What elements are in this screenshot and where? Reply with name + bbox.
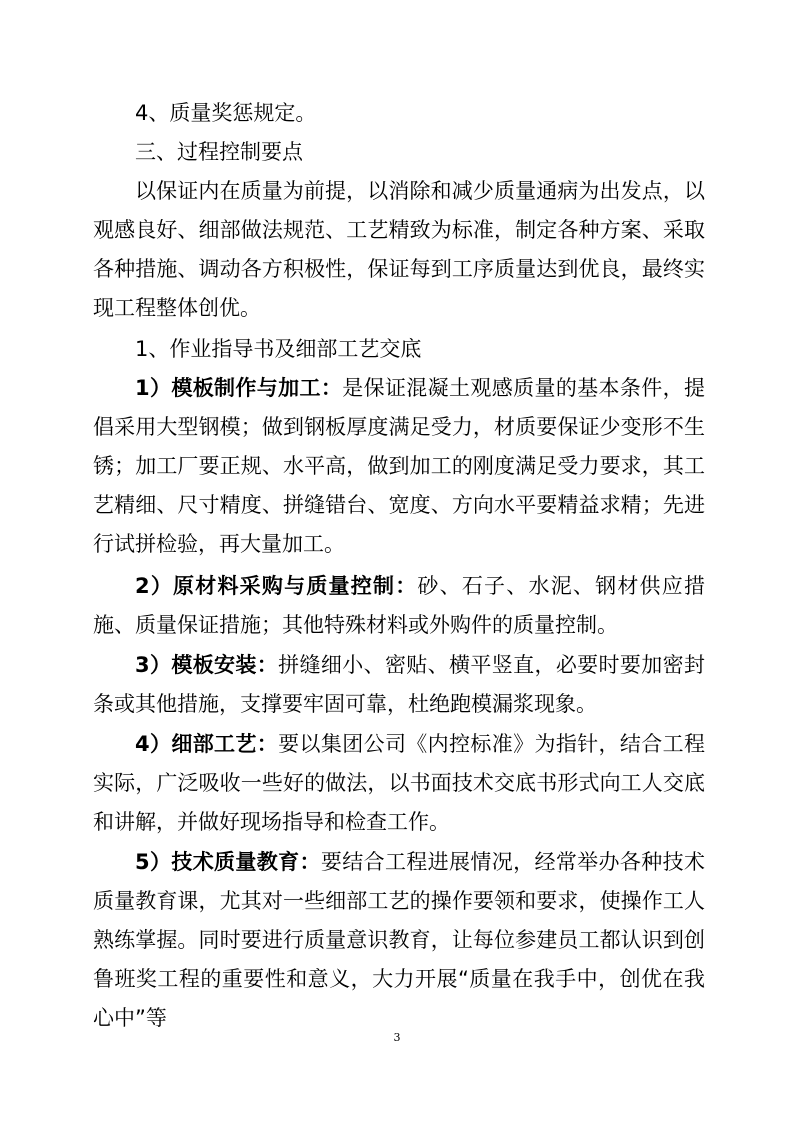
paragraph-text: 砂、石子、水泥、钢材供应措施、质量保证措施；其他特殊材料或外购件的质量控制。 <box>93 574 705 637</box>
paragraph-lead: 1）模板制作与加工： <box>135 376 343 400</box>
paragraph-text: 拼缝细小、密贴、横平竖直，必要时要加密封条或其他措施，支撑要牢固可靠，杜绝跑模漏浆现象。 <box>93 653 705 716</box>
paragraph-detail-craft <box>93 725 705 842</box>
paragraph-process-intro <box>93 172 705 328</box>
paragraph-text: 以保证内在质量为前提，以消除和减少质量通病为出发点，以观感良好、细部做法规范、工艺精致为标准，制定各种方案、采取各种措施、调动各方积极性，保证每到工序质量达到优良，最终实现工程整体创优。 <box>93 179 705 320</box>
paragraph-quality-education <box>93 843 705 1038</box>
subheading-work-instructions <box>93 330 705 369</box>
heading-text: 1、作业指导书及细部工艺交底 <box>135 337 422 361</box>
paragraph-text: 是保证混凝土观感质量的基本条件，提倡采用大型钢模；做到钢板厚度满足受力，材质要保证少变形不生锈；加工厂要正规、水平高，做到加工的刚度满足受力要求，其工艺精细、尺寸精度、拼缝错台、宽度、方向水平要精益求精；先进行试拼检验，再大量加工。 <box>93 376 705 556</box>
paragraph-lead: 2）原材料采购与质量控制： <box>135 574 418 598</box>
paragraph-text: 要以集团公司《内控标准》为指针，结合工程实际，广泛吸收一些好的做法，以书面技术交底书形式向工人交底和讲解，并做好现场指导和检查工作。 <box>93 732 705 834</box>
paragraph-quality-rewards <box>93 94 705 133</box>
paragraph-lead: 3）模板安装： <box>135 653 279 677</box>
paragraph-formwork-installation <box>93 646 705 724</box>
page-number: 3 <box>393 1031 401 1044</box>
section-heading-process-control <box>93 133 705 172</box>
paragraph-material-procurement <box>93 567 705 645</box>
heading-text: 三、过程控制要点 <box>135 140 303 164</box>
paragraph-lead: 5）技术质量教育： <box>135 850 321 874</box>
paragraph-text: 要结合工程进展情况，经常举办各种技术质量教育课，尤其对一些细部工艺的操作要领和要求，使操作工人熟练掌握。同时要进行质量意识教育，让每位参建员工都认识到创鲁班奖工程的重要性和意义，大力开展“质量在我手中，创优在我心中”等 <box>93 850 705 1030</box>
paragraph-text: 4、质量奖惩规定。 <box>135 101 317 125</box>
paragraph-formwork-fabrication <box>93 369 705 564</box>
paragraph-lead: 4）细部工艺： <box>135 732 279 756</box>
